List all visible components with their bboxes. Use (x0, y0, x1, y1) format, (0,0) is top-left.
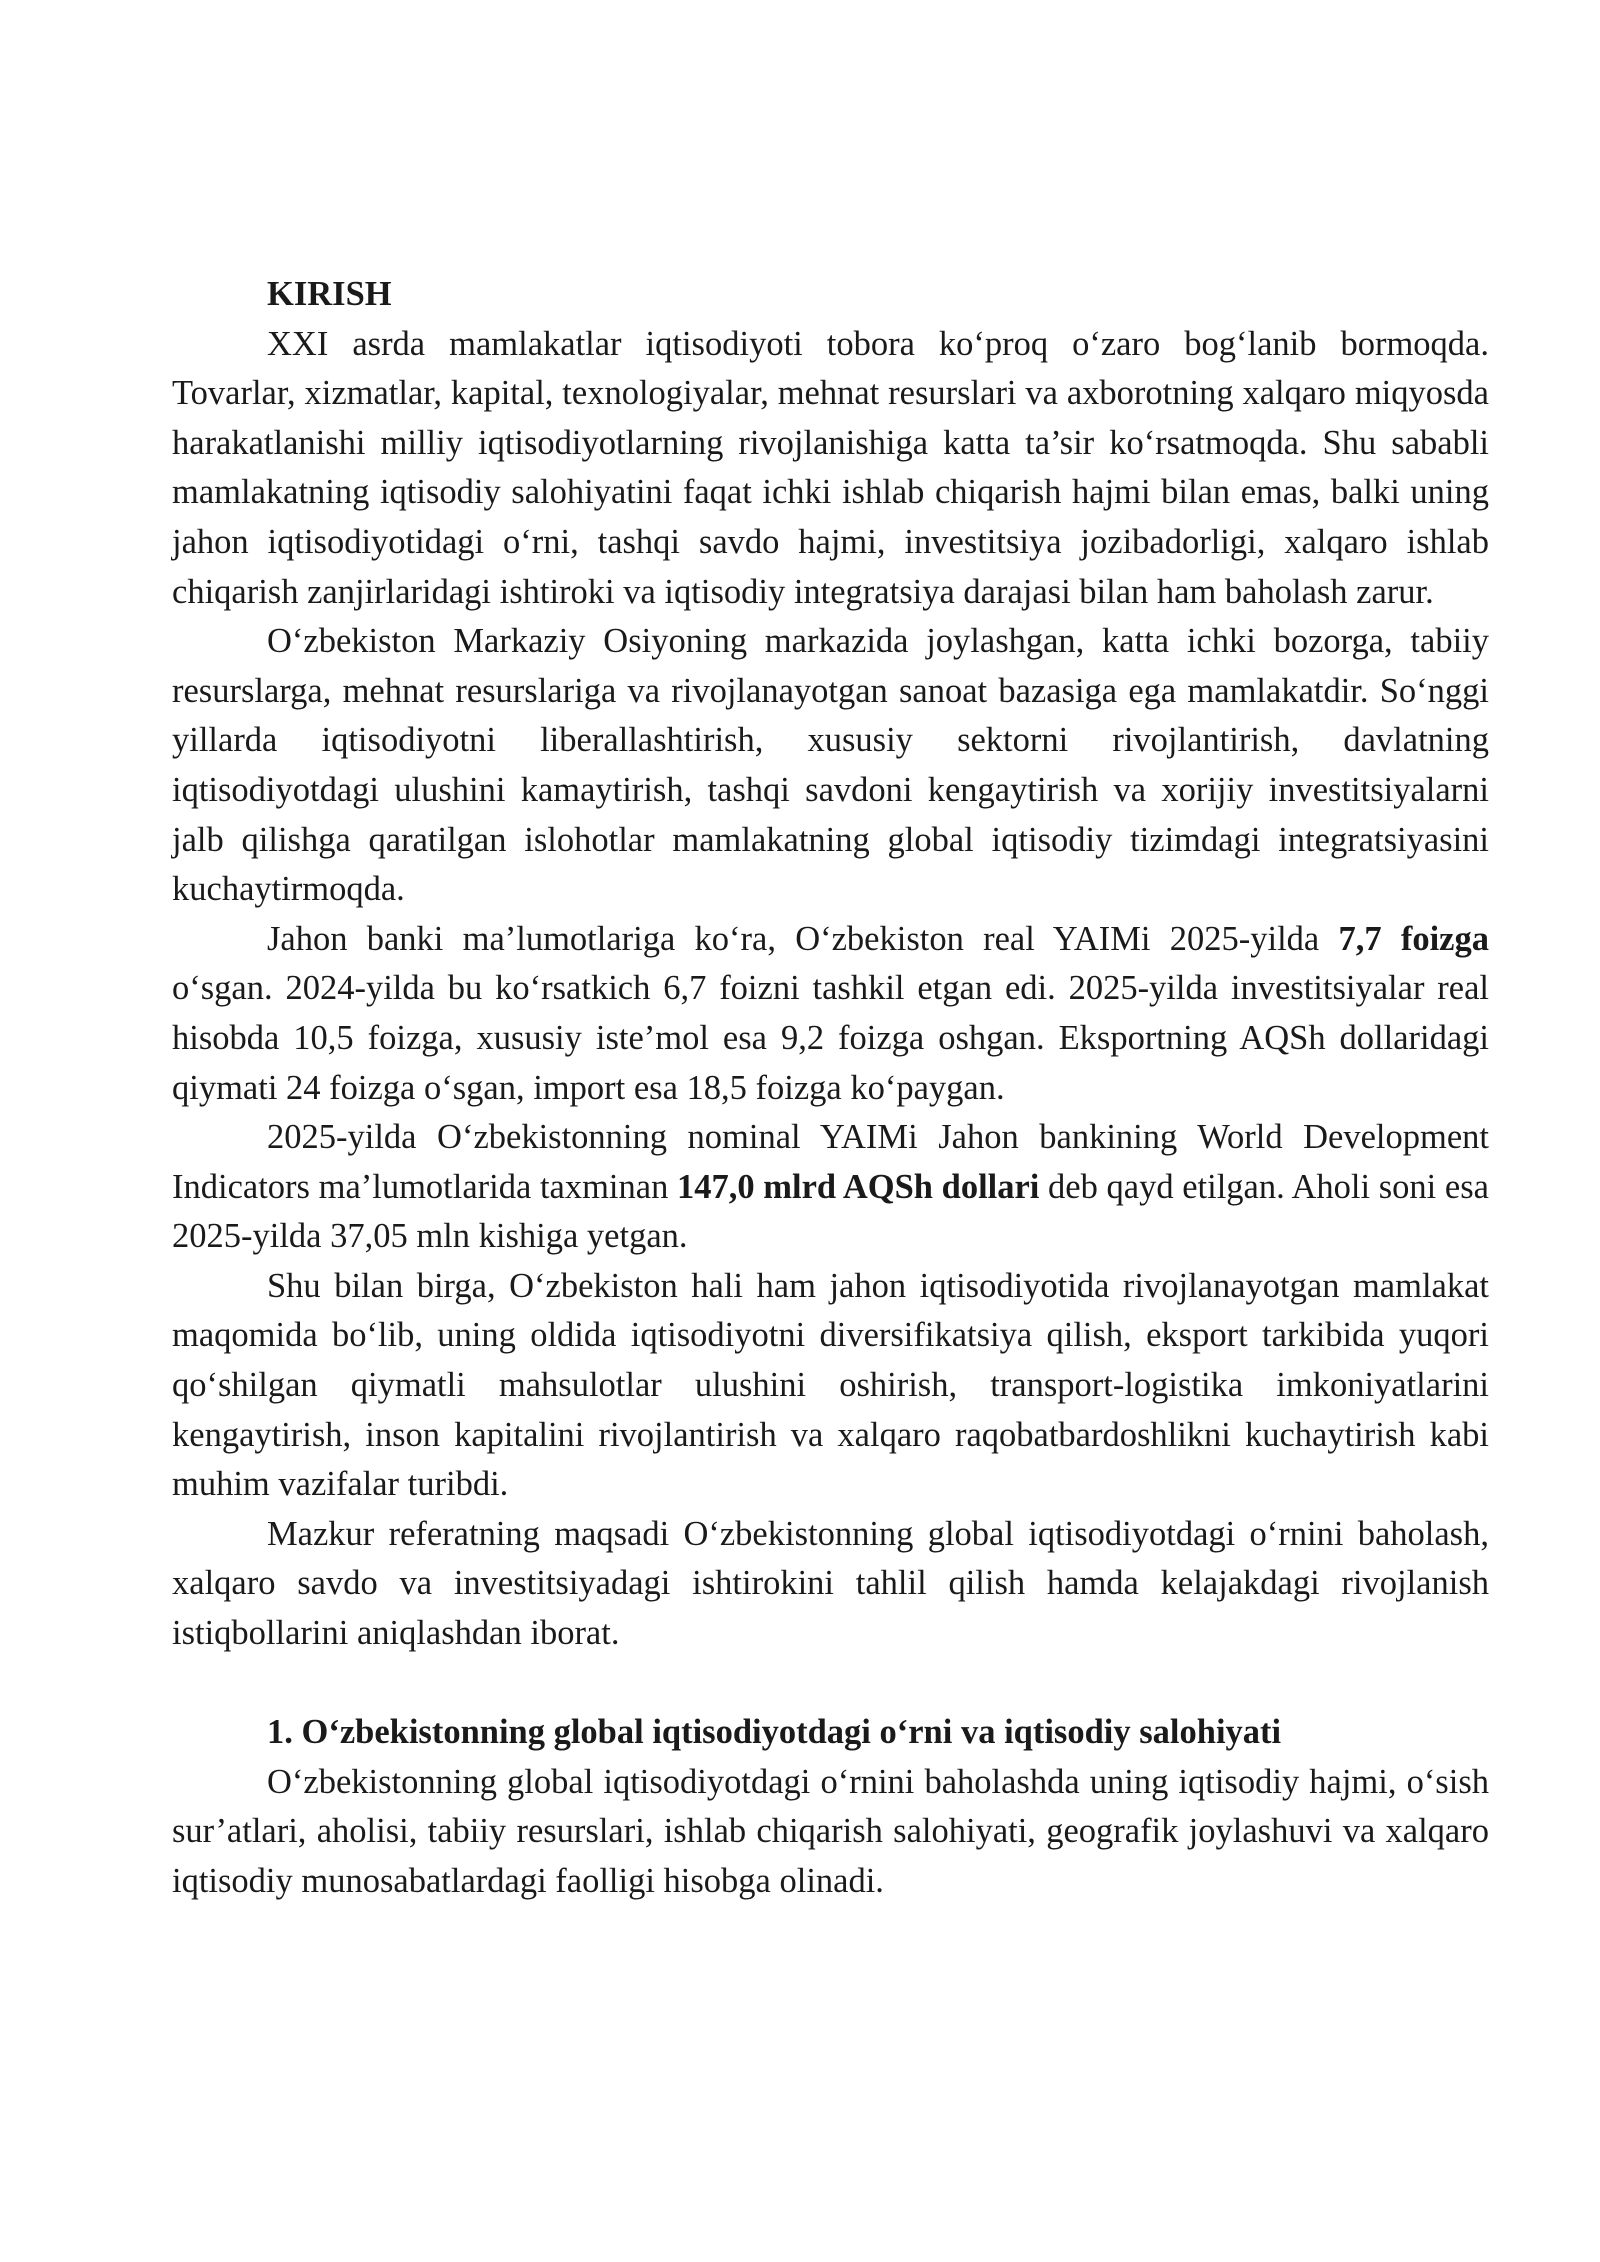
intro-paragraph-5: Shu bilan birga, O‘zbekiston hali ham jahon iqtisodiyotida rivojlanayotgan mamlakat maqomida bo‘lib, uning oldida iqtisodiyotni diversifikatsiya qilish, eksport tarkibida yuqori qo‘shilgan qiymatli mahsulotlar ulushini oshirish, transport-logistika imkoniyatlarini kengaytirish, inson kapitalini rivojlantirish va xalqaro raqobatbardoshlikni kuchaytirish kabi muhim vazifalar turibdi. (172, 1266, 1489, 1504)
intro-paragraph-6: Mazkur referatning maqsadi O‘zbekistonning global iqtisodiyotdagi o‘rnini baholash, xalqaro savdo va investitsiyadagi ishtirokini tahlil qilish hamda kelajakdagi rivojlanish istiqbollarini aniqlashdan iborat. (172, 1514, 1489, 1653)
intro-paragraph-2: O‘zbekiston Markaziy Osiyoning markazida joylashgan, katta ichki bozorga, tabiiy resurslarga, mehnat resurslariga va rivojlanayotgan sanoat bazasiga ega mamlakatdir. So‘nggi yillarda iqtisodiyotni liberallashtirish, xususiy sektorni rivojlantirish, davlatning iqtisodiyotdagi ulushini kamaytirish, tashqi savdoni kengaytirish va xorijiy investitsiyalarni jalb qilishga qaratilgan islohotlar mamlakatning global iqtisodiy tizimdagi integratsiyasini kuchaytirmoqda. (172, 622, 1489, 909)
intro-paragraph-4-bold: 147,0 mlrd AQSh dollari (676, 1167, 1040, 1206)
section-1-paragraph-1: O‘zbekistonning global iqtisodiyotdagi o‘rnini baholashda uning iqtisodiy hajmi, o‘sish sur’atlari, aholisi, tabiiy resurslari, ishlab chiqarish salohiyati, geografik joylashuvi va xalqaro iqtisodiy munosabatlardagi faolligi hisobga olinadi. (172, 1762, 1489, 1900)
intro-paragraph-4-text-b: deb qayd etilgan. Aholi soni esa 2025-yilda 37,05 mln kishiga yetgan. (172, 1167, 1489, 1256)
intro-paragraph-4-text-a: 2025-yilda O‘zbekistonning nominal YAIMi Jahon bankining World Development Indicators ma’lumotlarida taxminan (172, 1118, 1489, 1206)
section-1-heading: 1. O‘zbekistonning global iqtisodiyotdagi o‘rni va iqtisodiy salohiyati (267, 1713, 1282, 1752)
intro-paragraph-3-text-a: Jahon banki ma’lumotlariga ko‘ra, O‘zbekiston real YAIMi 2025-yilda (267, 919, 1339, 958)
intro-paragraph-4 (172, 1113, 1489, 1262)
section-spacer (172, 1659, 1489, 1709)
intro-paragraph-1: XXI asrda mamlakatlar iqtisodiyoti tobora ko‘proq o‘zaro bog‘lanib bormoqda. Tovarlar, xizmatlar, kapital, texnologiyalar, mehnat resurslari va axborotning xalqaro miqyosda harakatlanishi milliy iqtisodiyotlarning rivojlanishiga katta ta’sir ko‘rsatmoqda. Shu sababli mamlakatning iqtisodiy salohiyatini faqat ichki ishlab chiqarish hajmi bilan emas, balki uning jahon iqtisodiyotidagi o‘rni, tashqi savdo hajmi, investitsiya jozibadorligi, xalqaro ishlab chiqarish zanjirlaridagi ishtiroki va iqtisodiy integratsiya darajasi bilan ham baholash zarur. (172, 324, 1489, 611)
document-page (172, 270, 1489, 1907)
intro-paragraph-3-text-b: o‘sgan. 2024-yilda bu ko‘rsatkich 6,7 foizni tashkil etgan edi. 2025-yilda investitsiyalar real hisobda 10,5 foizga, xususiy iste’mol esa 9,2 foizga oshgan. Eksportning AQSh dollaridagi qiymati 24 foizga o‘sgan, import esa 18,5 foizga ko‘paygan. (172, 969, 1489, 1107)
intro-paragraph-3 (172, 915, 1489, 1113)
intro-heading: KIRISH (267, 275, 392, 313)
intro-paragraph-3-bold: 7,7 foizga (1338, 919, 1489, 958)
